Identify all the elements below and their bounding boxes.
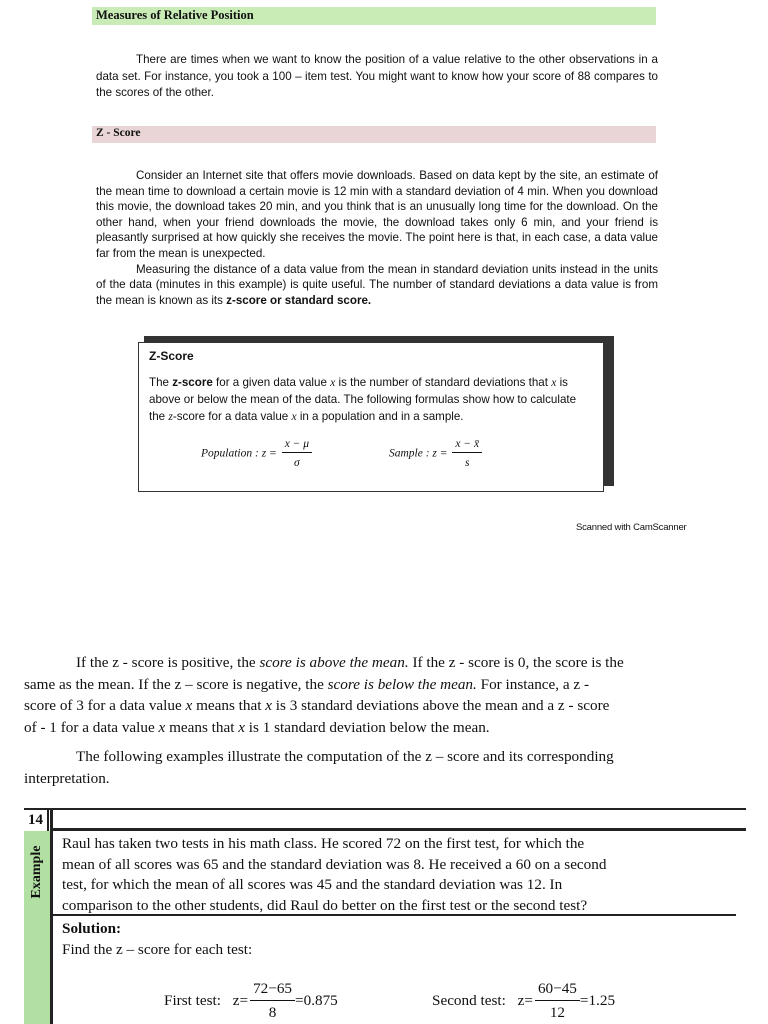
z-score-paragraphs: [96, 168, 658, 308]
example-top-rule: [24, 808, 746, 810]
problem-underline: [53, 914, 736, 916]
text-line: If the z - score is positive, the score is above the mean. If the z - score is 0, the score is the: [76, 654, 624, 671]
first-test-formula: First test: z= $\frac{72-65}{8}$ =0.875: [164, 980, 338, 1021]
text-line: score of 3 for a data value x means that x is 3 standard deviations above the mean and a z - score: [24, 697, 610, 714]
section-header-relative-position: [92, 7, 656, 25]
section-header-z-score: [92, 126, 656, 143]
problem-line: Raul has taken two tests in his math class. He scored 72 on the first test, for which the: [62, 835, 585, 852]
find-z-text: Find the z – score for each test:: [62, 941, 253, 958]
examples-intro-line: The following examples illustrate the computation of the z – score and its corresponding: [76, 748, 614, 765]
solution-label: Solution:: [62, 920, 122, 937]
example-divider: [50, 808, 53, 1024]
definition-title: Z-Score: [149, 349, 194, 363]
movie-example-paragraph: Consider an Internet site that offers movie downloads. Based on data kept by the site, an estimate of the mean time to download a certain movie is 12 min with a standard deviation of 4 min. When you download this movie, the download takes 20 min, and you think that is an unusually long time for the download. On the other hand, when your friend downloads the movie, the download takes only 6 min, and your friend is pleasantly surprised at how quickly she receives the movie. The point here is that, in each case, a data value far from the mean is unexpected.: [96, 169, 658, 260]
example-side-label: Example: [29, 845, 44, 899]
measuring-paragraph: Measuring the distance of a data value from the mean in standard deviation units instead in the units of the data (minutes in this example) is quite useful. The number of standard deviations a data value is from the mean is known as its z-score or standard score.: [96, 262, 658, 307]
scanner-watermark: Scanned with CamScanner: [576, 522, 687, 533]
problem-line: test, for which the mean of all scores was 45 and the standard deviation was 12. In: [62, 876, 563, 893]
problem-line: comparison to the other students, did Raul do better on the first test or the second test?: [62, 896, 588, 914]
standard-score-term: z-score or standard score.: [226, 293, 372, 307]
examples-intro-line: interpretation.: [24, 769, 110, 787]
text-line: same as the mean. If the z – score is negative, the score is below the mean. For instance, a z -: [24, 675, 590, 693]
example-number: 14: [24, 810, 49, 831]
second-test-formula: Second test: z= $\frac{60-45}{12}$ =1.25: [432, 980, 616, 1021]
definition-text: The z-score for a given data value x is the number of standard deviations that x is above or below the mean of the data. The following formulas show how to calculate the z-score for a data value x in a population and in a sample.: [149, 376, 577, 423]
definition-box: [138, 342, 604, 492]
population-formula: Population : z = $\frac{x - \mu}{\sigma}$: [201, 438, 312, 469]
section-title: Z - Score: [96, 127, 141, 139]
section-title: Measures of Relative Position: [96, 8, 254, 22]
sample-formula: Sample : z = $\frac{x - x̄}{s}$: [389, 438, 482, 469]
z-score-interpretation: [24, 652, 746, 789]
problem-line: mean of all scores was 65 and the standard deviation was 8. He received a 60 on a second: [62, 855, 607, 873]
example-rule: [53, 828, 746, 831]
text-line: of - 1 for a data value x means that x is 1 standard deviation below the mean.: [24, 718, 490, 736]
intro-paragraph: There are times when we want to know the position of a value relative to the other observations in a data set. For instance, you took a 100 – item test. You might want to know how your score of 88 compares to the scores of the other.: [96, 53, 658, 99]
example-problem: [62, 834, 738, 916]
